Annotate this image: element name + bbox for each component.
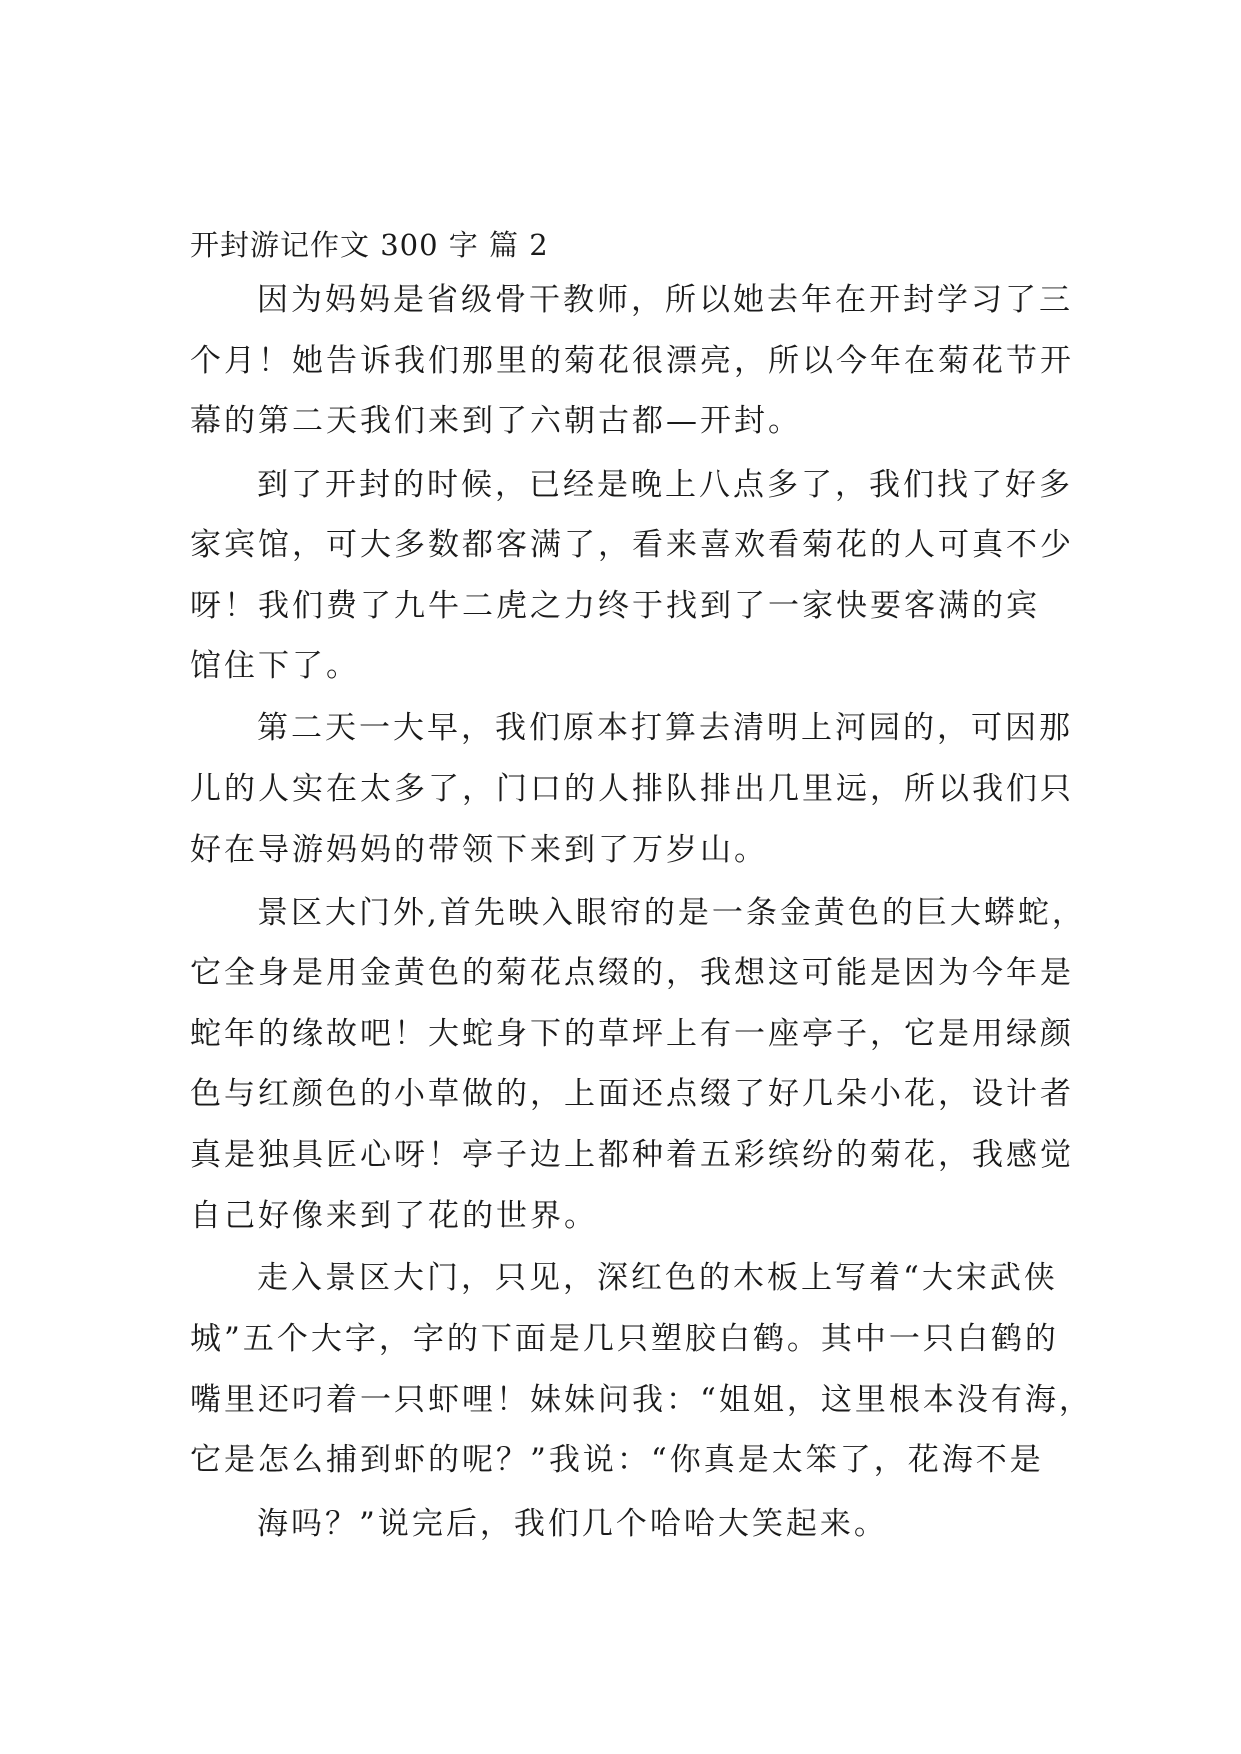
paragraph-line: 因为妈妈是省级骨干教师，所以她去年在开封学习了三 [257, 282, 1073, 318]
paragraph-line: 它全身是用金黄色的菊花点缀的，我想这可能是因为今年是 [190, 955, 1074, 991]
paragraph-line: 个月！她告诉我们那里的菊花很漂亮，所以今年在菊花节开 [190, 343, 1074, 379]
paragraph-line: 好在导游妈妈的带领下来到了万岁山。 [190, 832, 768, 868]
paragraph-line: 到了开封的时候，已经是晚上八点多了，我们找了好多 [257, 467, 1073, 503]
document-title: 开封游记作文 300 字 篇 2 [190, 228, 549, 262]
paragraph-line: 海吗？”说完后，我们几个哈哈大笑起来。 [257, 1506, 888, 1542]
paragraph-line: 幕的第二天我们来到了六朝古都—开封。 [190, 403, 802, 439]
paragraph-line: 它是怎么捕到虾的呢？”我说：“你真是太笨了，花海不是 [190, 1442, 1044, 1478]
paragraph-line: 嘴里还叼着一只虾哩！妹妹问我：“姐姐，这里根本没有海， [190, 1382, 1093, 1418]
paragraph-line: 呀！我们费了九牛二虎之力终于找到了一家快要客满的宾 [190, 588, 1040, 624]
paragraph-line: 家宾馆，可大多数都客满了，看来喜欢看菊花的人可真不少 [190, 527, 1074, 563]
paragraph-line: 走入景区大门，只见，深红色的木板上写着“大宋武侠 [257, 1260, 1058, 1296]
paragraph-line: 真是独具匠心呀！亭子边上都种着五彩缤纷的菊花，我感觉 [190, 1137, 1074, 1173]
paragraph-line: 自己好像来到了花的世界。 [190, 1198, 598, 1234]
paragraph-line: 景区大门外,首先映入眼帘的是一条金黄色的巨大蟒蛇， [257, 895, 1086, 931]
paragraph-line: 色与红颜色的小草做的，上面还点缀了好几朵小花，设计者 [190, 1076, 1074, 1112]
paragraph-line: 第二天一大早，我们原本打算去清明上河园的，可因那 [257, 710, 1073, 746]
paragraph-line: 儿的人实在太多了，门口的人排队排出几里远，所以我们只 [190, 771, 1074, 807]
paragraph-line: 蛇年的缘故吧！大蛇身下的草坪上有一座亭子，它是用绿颜 [190, 1016, 1074, 1052]
paragraph-line: 城”五个大字，字的下面是几只塑胶白鹤。其中一只白鹤的 [190, 1321, 1059, 1357]
paragraph-line: 馆住下了。 [190, 648, 360, 684]
